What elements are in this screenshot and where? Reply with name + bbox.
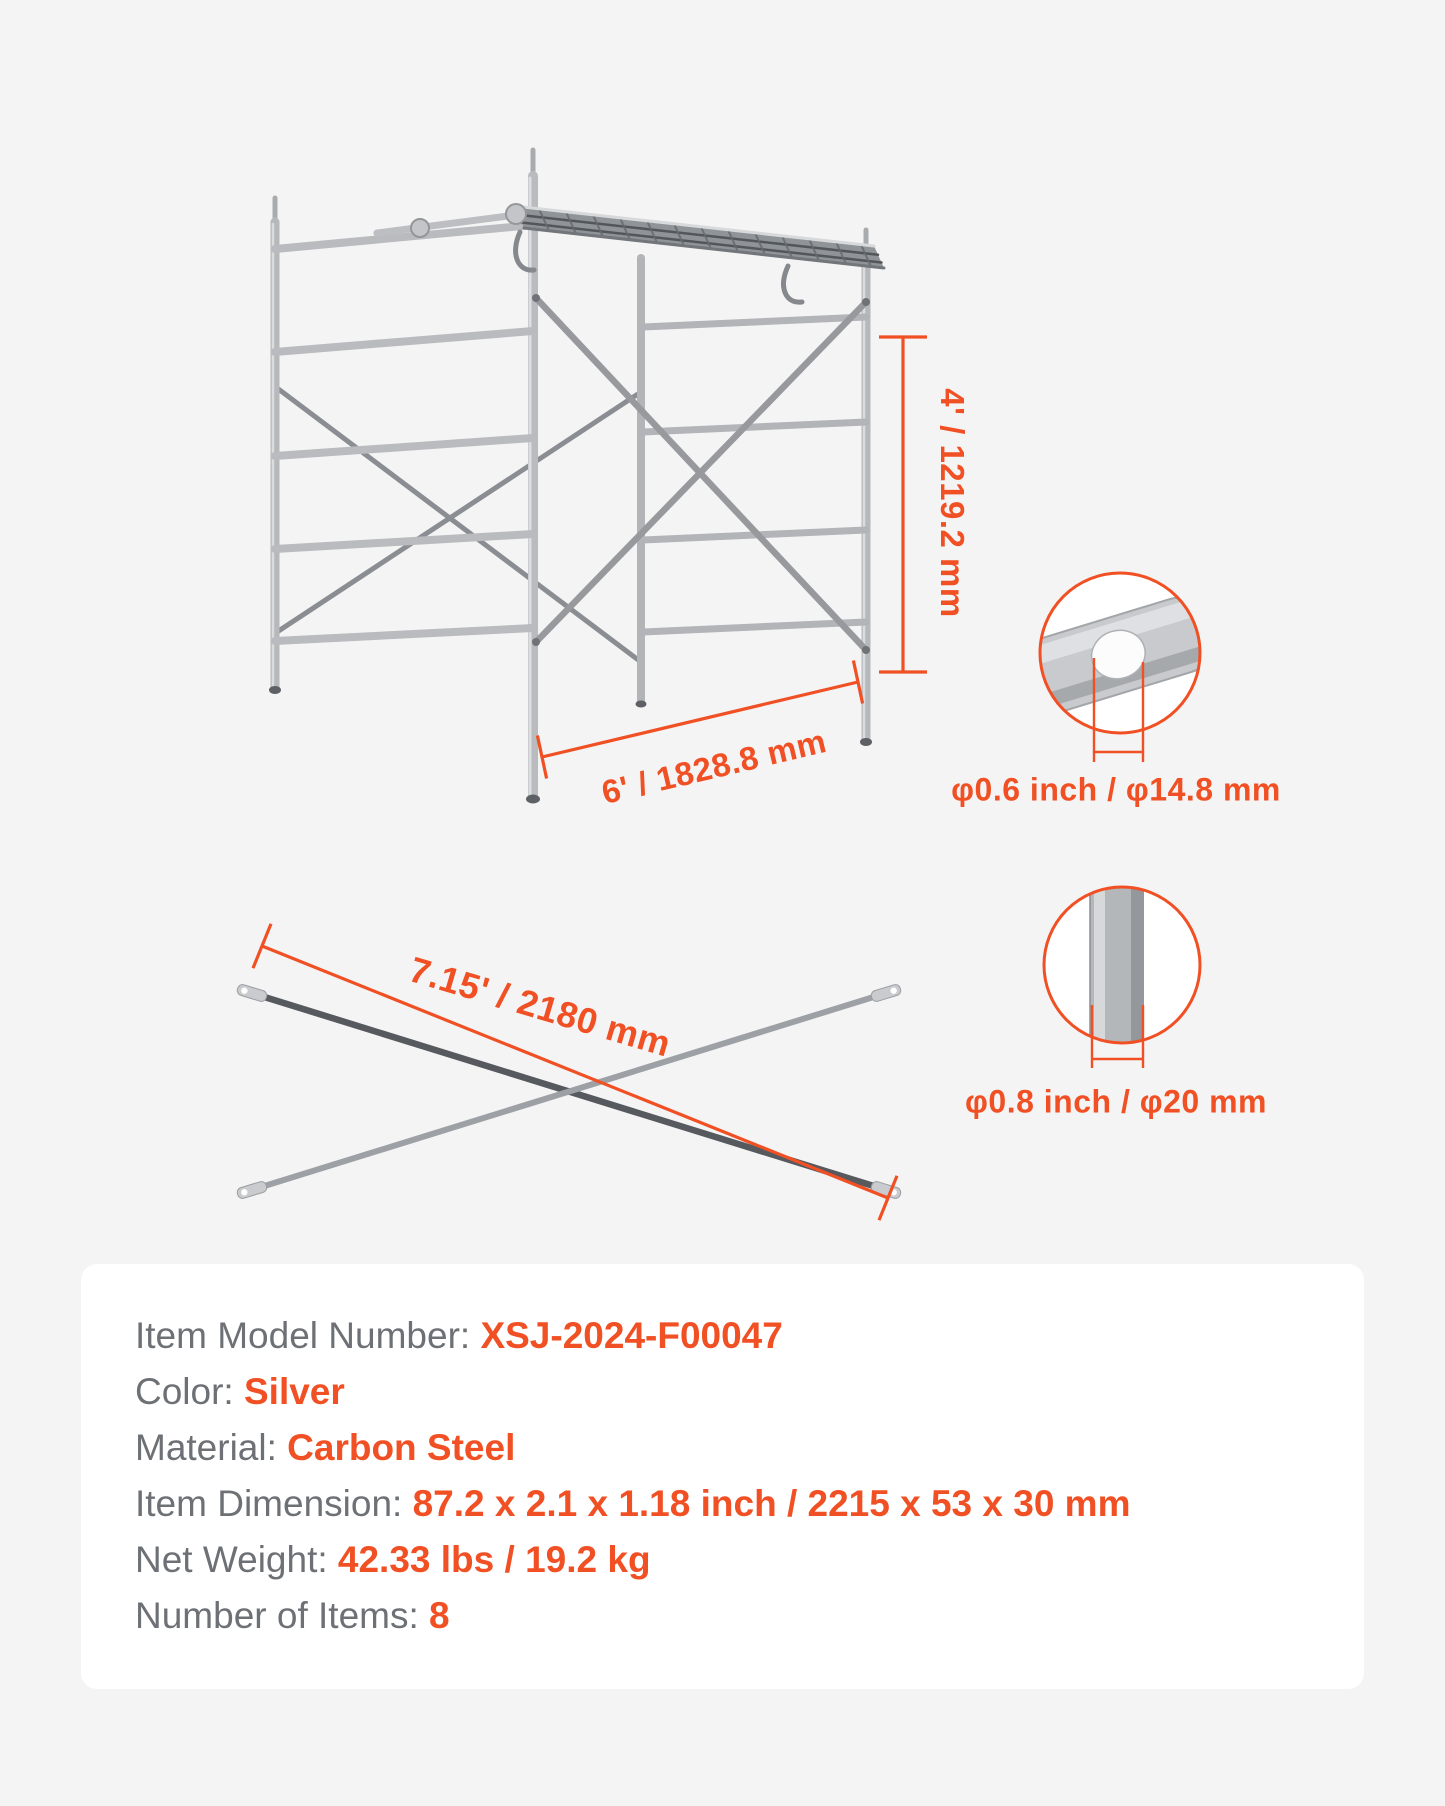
spec-label: Number of Items: [135,1595,430,1636]
height-dimension-line [879,337,927,672]
hole-detail-callout [999,573,1225,762]
scaffold-far-cross-brace [277,388,641,662]
spec-label: Item Model Number: [135,1315,481,1356]
scaffold-deck [514,206,884,268]
spec-value: 87.2 x 2.1 x 1.18 inch / 2215 x 53 x 30 mm [412,1483,1131,1524]
spec-row-material [135,1420,1314,1476]
brace-dimension-label: 7.15' / 2180 mm [404,948,676,1065]
tube-diameter-label: φ0.8 inch / φ20 mm [965,1083,1267,1120]
scaffold-photo [269,150,884,804]
length-dimension-label: 6' / 1828.8 mm [597,722,830,811]
spec-value: Silver [243,1371,345,1412]
scaffold-front-cross-brace [536,298,866,650]
hole-diameter-label: φ0.6 inch / φ14.8 mm [951,771,1281,808]
spec-value: 42.33 lbs / 19.2 kg [337,1539,651,1580]
spec-value: Carbon Steel [287,1427,516,1468]
brace-dimension-line [253,924,897,1220]
spec-row-color [135,1364,1314,1420]
spec-row-dimension [135,1476,1314,1532]
spec-label: Material: [135,1427,288,1468]
scaffold-right-frame-rungs [643,317,866,632]
spec-value: XSJ-2024-F00047 [480,1315,783,1356]
spec-row-model [135,1308,1314,1364]
height-dimension-label: 4' / 1219.2 mm [934,388,971,618]
spec-row-count [135,1588,1314,1644]
spec-row-weight [135,1532,1314,1588]
spec-label: Color: [135,1371,244,1412]
spec-card [81,1264,1364,1689]
spec-value: 8 [429,1595,450,1636]
tube-detail-callout [1044,880,1200,1068]
scaffold-left-frame-rungs [275,225,533,641]
spec-label: Net Weight: [135,1539,338,1580]
spec-label: Item Dimension: [135,1483,413,1524]
